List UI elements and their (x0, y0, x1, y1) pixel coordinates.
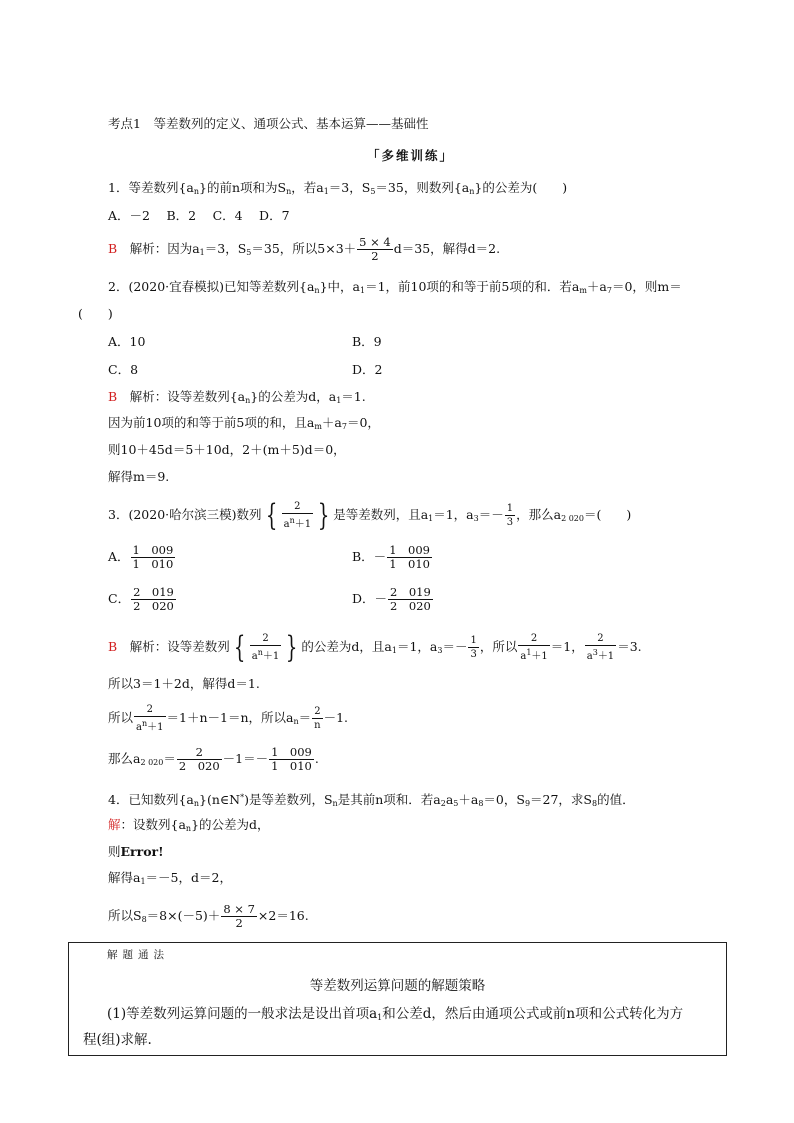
q3-stem: 3．(2020·哈尔滨三模)数列 { $\frac{2}{a^n+1}$ } 是等差数列，且$a_1=1$，$a_3=-$ $\frac{1}{3}$ ，那么$a_{2 020}=$( ) (108, 497, 632, 533)
q2-paren: ( ) (78, 306, 113, 321)
q4-sol-line4: 所以$S_8=8\times(-5)+$ $\frac{8 \times 7}{2}$ ×2＝16. (108, 902, 309, 930)
q2-sol-line3: 则10＋45d＝5＋10d，2＋(m＋5)d＝0， (108, 442, 346, 457)
box-title: 等差数列运算问题的解题策略 (309, 978, 486, 994)
box-para-line1: (1)等差数列运算问题的一般求法是设出首项$a_1$和公差d，然后由通项公式或前n项和公式转化为方 (107, 1006, 684, 1022)
q3-option-d: D．－ $\frac{2 019}{2 020}$ (352, 585, 431, 613)
q3-option-c: C． $\frac{2 019}{2 020}$ (108, 585, 174, 613)
box-para-line2: 程(组)求解. (83, 1032, 152, 1048)
q4-stem: 4．已知数列$\{a_n\}(n\in N^*)$是等差数列，$S_n$是其前n项和．若$a_2a_5+a_8=0$，$S_9=27$，求$S_8$的值． (108, 792, 635, 808)
q2-option-c: C．8 (108, 362, 139, 377)
q1-options: A．－2 B．2 C．4 D．7 (108, 208, 290, 223)
q2-option-d: D．2 (352, 362, 383, 377)
q1-solution: B 解析：因为$a_1=3$，$S_5=35$，所以5×3＋ $\frac{5 \times 4}{2}$ d＝35，解得d＝2. (108, 235, 501, 263)
fraction: $\frac{5 \times 4}{2}$ (359, 235, 391, 263)
q1-answer: B (108, 241, 118, 256)
q3-sol-line3: 所以 $\frac{2}{a^n+1}$ ＝1＋n－1＝n，所以$a_n=$ $\frac{2}{n}$ －1. (108, 704, 349, 733)
box-label: 解题通法 (107, 949, 169, 961)
q2-sol-line4: 解得m＝9. (108, 469, 170, 484)
topic-header: 考点1 等差数列的定义、通项公式、基本运算——基础性 (108, 116, 429, 131)
q3-option-b: B．－ $\frac{1 009}{1 010}$ (352, 543, 430, 571)
q2-option-a: A．10 (108, 334, 146, 349)
q2-sol-line2: 因为前10项的和等于前5项的和，且$a_m+a_7=0$， (108, 415, 380, 431)
q2-stem: 2．(2020·宜春模拟)已知等差数列$\{a_n\}$中，$a_1=1$，前10项的和等于前5项的和．若$a_m+a_7=0$，则m＝ (108, 279, 682, 295)
fraction: $\frac{8 \times 7}{2}$ (223, 902, 255, 930)
q3-option-a: A． $\frac{1 009}{1 010}$ (108, 543, 174, 571)
q2-sol-line1: B 解析：设等差数列$\{a_n\}$的公差为d，$a_1=1$. (108, 389, 366, 405)
q3-sol-line1: B 解析：设等差数列 { $\frac{2}{a^n+1}$ } 的公差为d，且$a_1=1$，$a_3=-$ $\frac{1}{3}$ ，所以 $\frac{2}{a^1+1}$ ＝1， $\frac{2}{a^3+1}$ ＝3. (108, 629, 642, 665)
q1-stem: 1．等差数列$\{a_n\}$的前n项和为$S_n$，若$a_1=3$，$S_5=35$，则数列$\{a_n\}$的公差为( ) (108, 180, 568, 196)
q4-sol-line1: 解：设数列$\{a_n\}$的公差为d， (108, 817, 270, 833)
method-box (68, 942, 727, 1056)
q3-sol-line2: 所以3＝1＋2d，解得d＝1. (108, 676, 260, 691)
q2-option-b: B．9 (352, 334, 382, 349)
q4-sol-line3: 解得$a_1=-5$，d＝2， (108, 870, 232, 886)
section-title: 「多维训练」 (367, 148, 455, 163)
q3-sol-line4: 那么$a_{2 020}=$ $\frac{2}{2 020}$ －1＝－ $\frac{1 009}{1 010}$ . (108, 745, 319, 773)
q4-sol-line2: 则Error! (108, 844, 164, 859)
